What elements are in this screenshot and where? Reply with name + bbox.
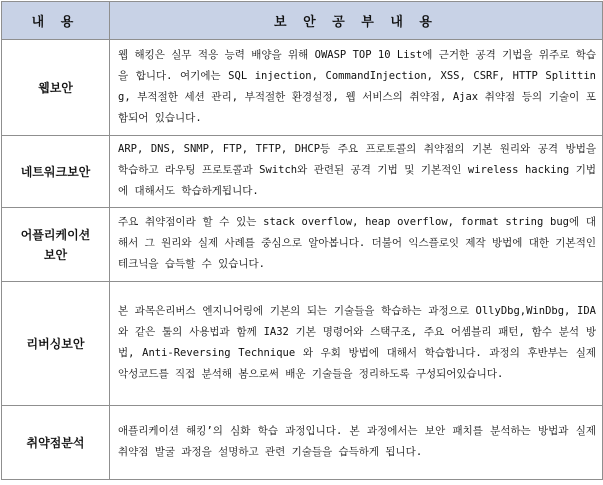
description-cell: 주요 취약점이라 할 수 있는 stack overflow, heap overflow, format string bug에 대해서 그 원리와 실제 사례를 중심으로 알아봅니다. 더불어 익스플로잇 제작 방법에 대한 기본적인 테크닉을 습득할 수 있습니다.: [110, 208, 603, 282]
description-cell: ARP, DNS, SNMP, FTP, TFTP, DHCP등 주요 프로토콜의 취약점의 기본 원리와 공격 방법을 학습하고 라우팅 프로토콜과 Switch와 관련된 공격 기법 및 기본적인 wireless hacking 기법에 대해서도 학습하게됩니다.: [110, 136, 603, 208]
description-cell: 애플리케이션 해킹’의 심화 학습 과정입니다. 본 과정에서는 보안 패치를 분석하는 방법과 실제 취약점 발굴 과정을 설명하고 관련 기술들을 습득하게 됩니다.: [110, 406, 603, 480]
topic-cell: 네트워크보안: [2, 136, 110, 208]
table-row-reversing-security: [2, 282, 603, 406]
security-study-table: [1, 1, 603, 480]
table-row-network-security: [2, 136, 603, 208]
topic-cell: 웹보안: [2, 40, 110, 136]
description-cell: 본 과목은리버스 엔지니어링에 기본의 되는 기술들을 학습하는 과정으로 OllyDbg,WinDbg, IDA와 같은 툴의 사용법과 함께 IA32 기본 명령어와 스택구조, 주요 어셈블리 패턴, 함수 분석 방법, Anti-Reversing Technique 와 우회 방법에 대해서 학습합니다. 과정의 후반부는 실제 악성코드를 직접 분석해 봄으로써 배운 기술들을 정리하도록 구성되어있습니다.: [110, 282, 603, 406]
table-row-vulnerability-analysis: [2, 406, 603, 480]
description-cell: 웹 해킹은 실무 적응 능력 배양을 위해 OWASP TOP 10 List에 근거한 공격 기법을 위주로 학습을 합니다. 여기에는 SQL injection, CommandInjection, XSS, CSRF, HTTP Splitting, 부적절한 세션 관리, 부적절한 환경설정, 웹 서비스의 취약점, Ajax 취약점 등의 기술이 포함되어 있습니다.: [110, 40, 603, 136]
topic-cell: 취약점분석: [2, 406, 110, 480]
header-detail: 보 안 공 부 내 용: [110, 2, 603, 40]
header-topic: 내 용: [2, 2, 110, 40]
topic-cell: 리버싱보안: [2, 282, 110, 406]
table-row-application-security: [2, 208, 603, 282]
topic-cell: 어플리케이션 보안: [2, 208, 110, 282]
table-row-web-security: [2, 40, 603, 136]
table-header-row: [2, 2, 603, 40]
